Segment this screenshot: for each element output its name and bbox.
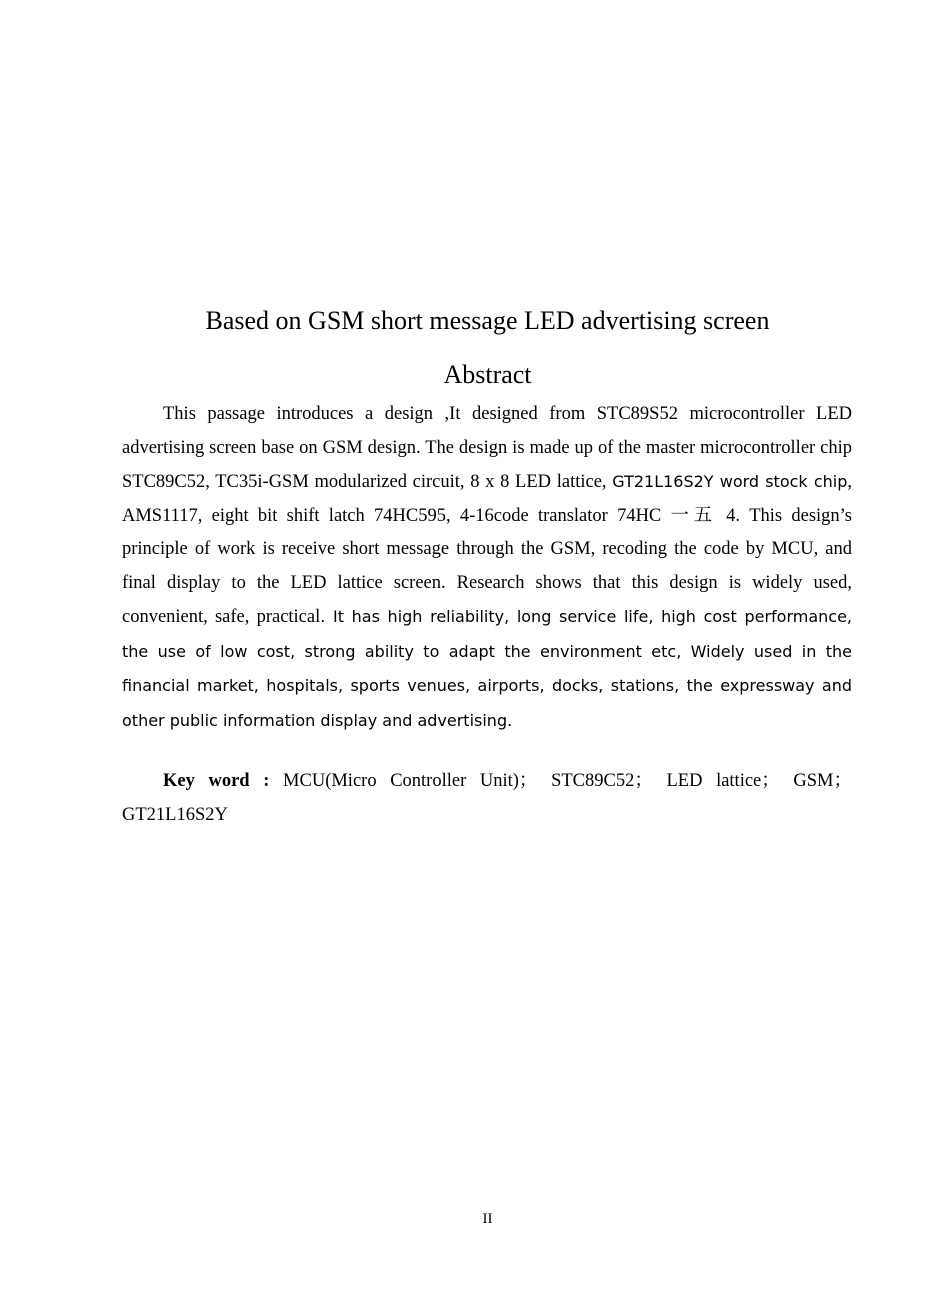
abstract-text-part1: This passage introduces a design ,It designed from STC89S52 microcontroller LED advertising screen base on GSM design. The design is made up of the master microcontroller chip STC89C52, TC35i-GSM modularized circuit, 8 x 8 LED lattice, [122, 404, 852, 492]
keywords-line [122, 765, 852, 832]
abstract-text-part3: , AMS1117, eight bit shift latch 74HC595, 4-16code translator 74HC 一五 4. This design’s principle of work is receive short message through the GSM, recoding the code by MCU, and final display to the LED lattice screen. Research shows that this design is widely used, convenient, safe, practical [122, 472, 852, 627]
abstract-text-part4: . It has high reliability, long service life, high cost performance, the use of low cost, strong ability to adapt the environment etc, Widely used in the financial market, hospitals, sports venues, airports, docks, stations, the expressway and other public information display and advertising. [122, 607, 852, 730]
abstract-paragraph [122, 398, 852, 738]
keywords-text: MCU(Micro Controller Unit)； STC89C52； LED lattice； GSM； GT21L16S2Y [122, 771, 853, 825]
page-number: II [482, 1211, 493, 1227]
abstract-text-part2: GT21L16S2Y word stock chip [612, 472, 848, 491]
keywords-label: Key word : [163, 771, 270, 791]
abstract-heading: Abstract [443, 360, 532, 389]
document-title: Based on GSM short message LED advertising screen [205, 306, 770, 335]
